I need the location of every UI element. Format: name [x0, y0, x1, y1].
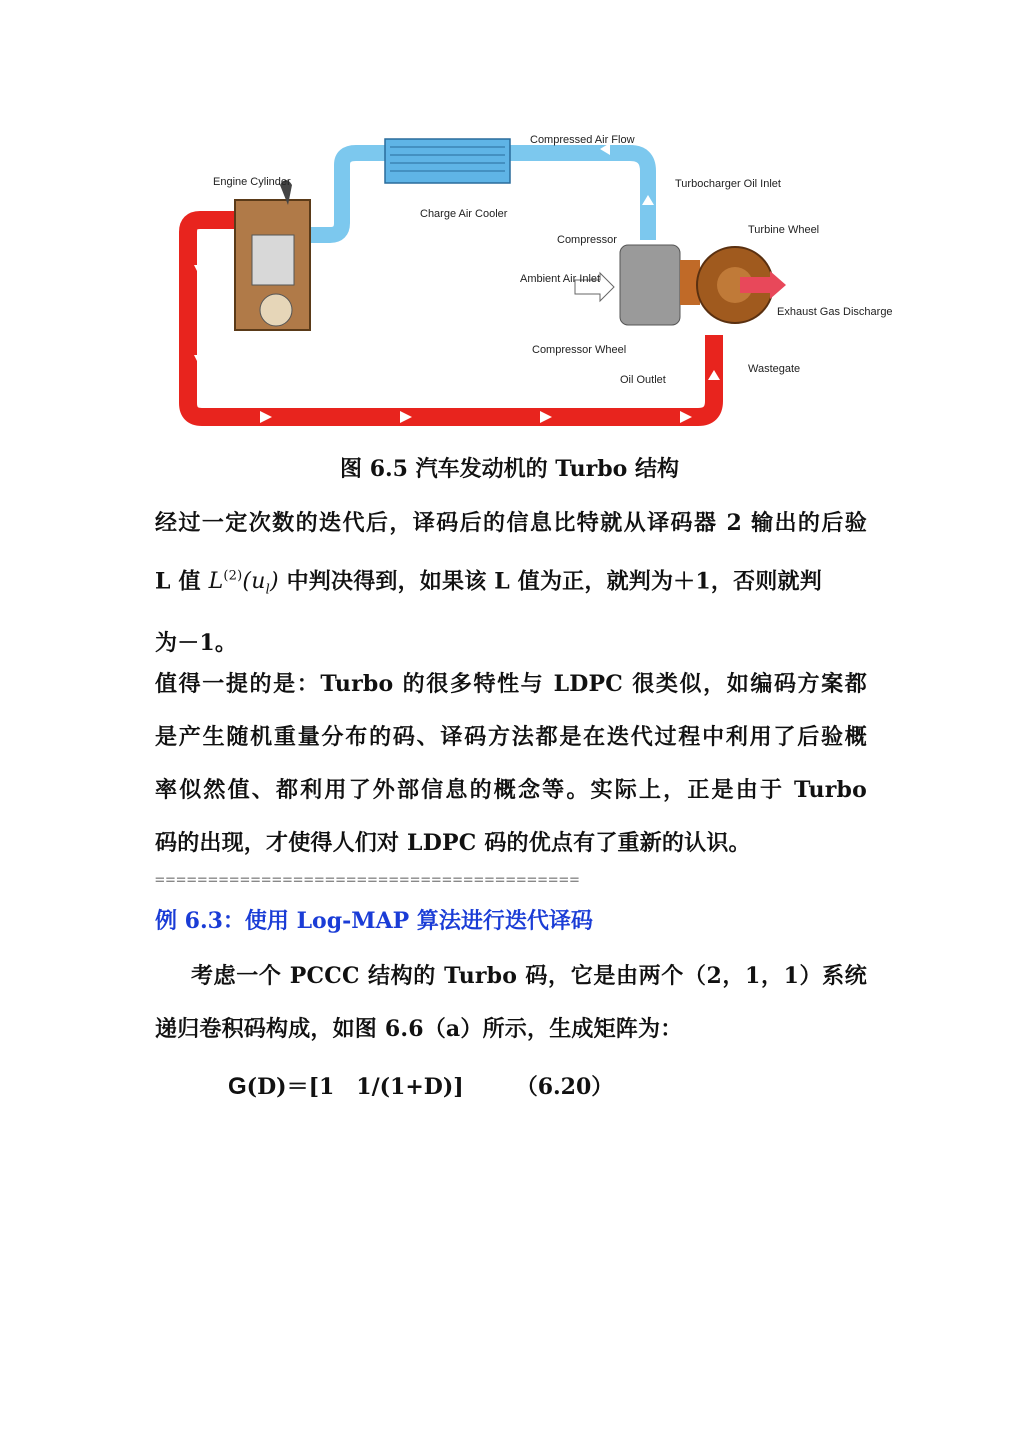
charge-air-cooler	[385, 139, 510, 183]
paragraph-decoding-result	[155, 497, 867, 670]
math-L2-ul: $L^{(2)}(u_l)$	[208, 569, 279, 598]
text-line: 经过一定次数的迭代后，译码后的信息比特就从译码器 2 输出的后验	[155, 510, 867, 536]
paragraph-turbo-ldpc	[155, 658, 867, 870]
text-line: 率似然值、都利用了外部信息的概念等。实际上，正是由于 Turbo	[155, 777, 867, 803]
text-line: 值得一提的是：Turbo 的很多特性与 LDPC 很类似，如编码方案都	[155, 671, 867, 697]
text-line: 考虑一个 PCCC 结构的 Turbo 码，它是由两个（2，1，1）系统	[191, 963, 867, 989]
text-line-with-math	[155, 550, 867, 617]
text-line: 是产生随机重量分布的码、译码方法都是在迭代过程中利用了后验概	[155, 724, 867, 750]
engine-cylinder	[235, 180, 310, 330]
equation-6-20	[228, 1070, 613, 1101]
turbocharger-diagram	[180, 125, 893, 435]
label-ambient-air-inlet: Ambient Air Inlet	[520, 273, 601, 285]
label-turbine-wheel: Turbine Wheel	[748, 224, 820, 236]
label-exhaust-gas-discharge: Exhaust Gas Discharge	[777, 306, 893, 318]
equation-body: (D)＝[1 1/(1+D)]	[246, 1074, 464, 1100]
label-engine-cylinder: Engine Cylinder	[213, 176, 291, 188]
text-line: 为－1。	[155, 629, 238, 656]
label-charge-air-cooler: Charge Air Cooler	[420, 208, 508, 220]
text-fragment: L 值	[155, 568, 201, 595]
text-line: 递归卷积码构成，如图 6.6（a）所示，生成矩阵为：	[155, 1016, 683, 1042]
section-divider: ========================================	[155, 870, 581, 889]
label-oil-outlet: Oil Outlet	[620, 374, 666, 386]
label-wastegate: Wastegate	[748, 363, 801, 375]
matrix-symbol: G	[228, 1073, 247, 1100]
figure-caption: 图 6.5 汽车发动机的 Turbo 结构	[340, 456, 679, 482]
label-compressor: Compressor	[557, 234, 617, 246]
paragraph-pccc	[155, 950, 867, 1056]
equation-number: （6.20）	[515, 1074, 614, 1100]
label-compressor-wheel: Compressor Wheel	[532, 344, 627, 356]
label-compressed-air-flow: Compressed Air Flow	[530, 134, 635, 146]
text-line: 码的出现，才使得人们对 LDPC 码的优点有了重新的认识。	[155, 830, 751, 856]
example-title: 例 6.3：使用 Log-MAP 算法进行迭代译码	[155, 908, 593, 934]
text-fragment: 中判决得到，如果该 L 值为正，就判为＋1，否则就判	[286, 568, 822, 595]
label-turbocharger-oil-inlet: Turbocharger Oil Inlet	[675, 178, 781, 190]
